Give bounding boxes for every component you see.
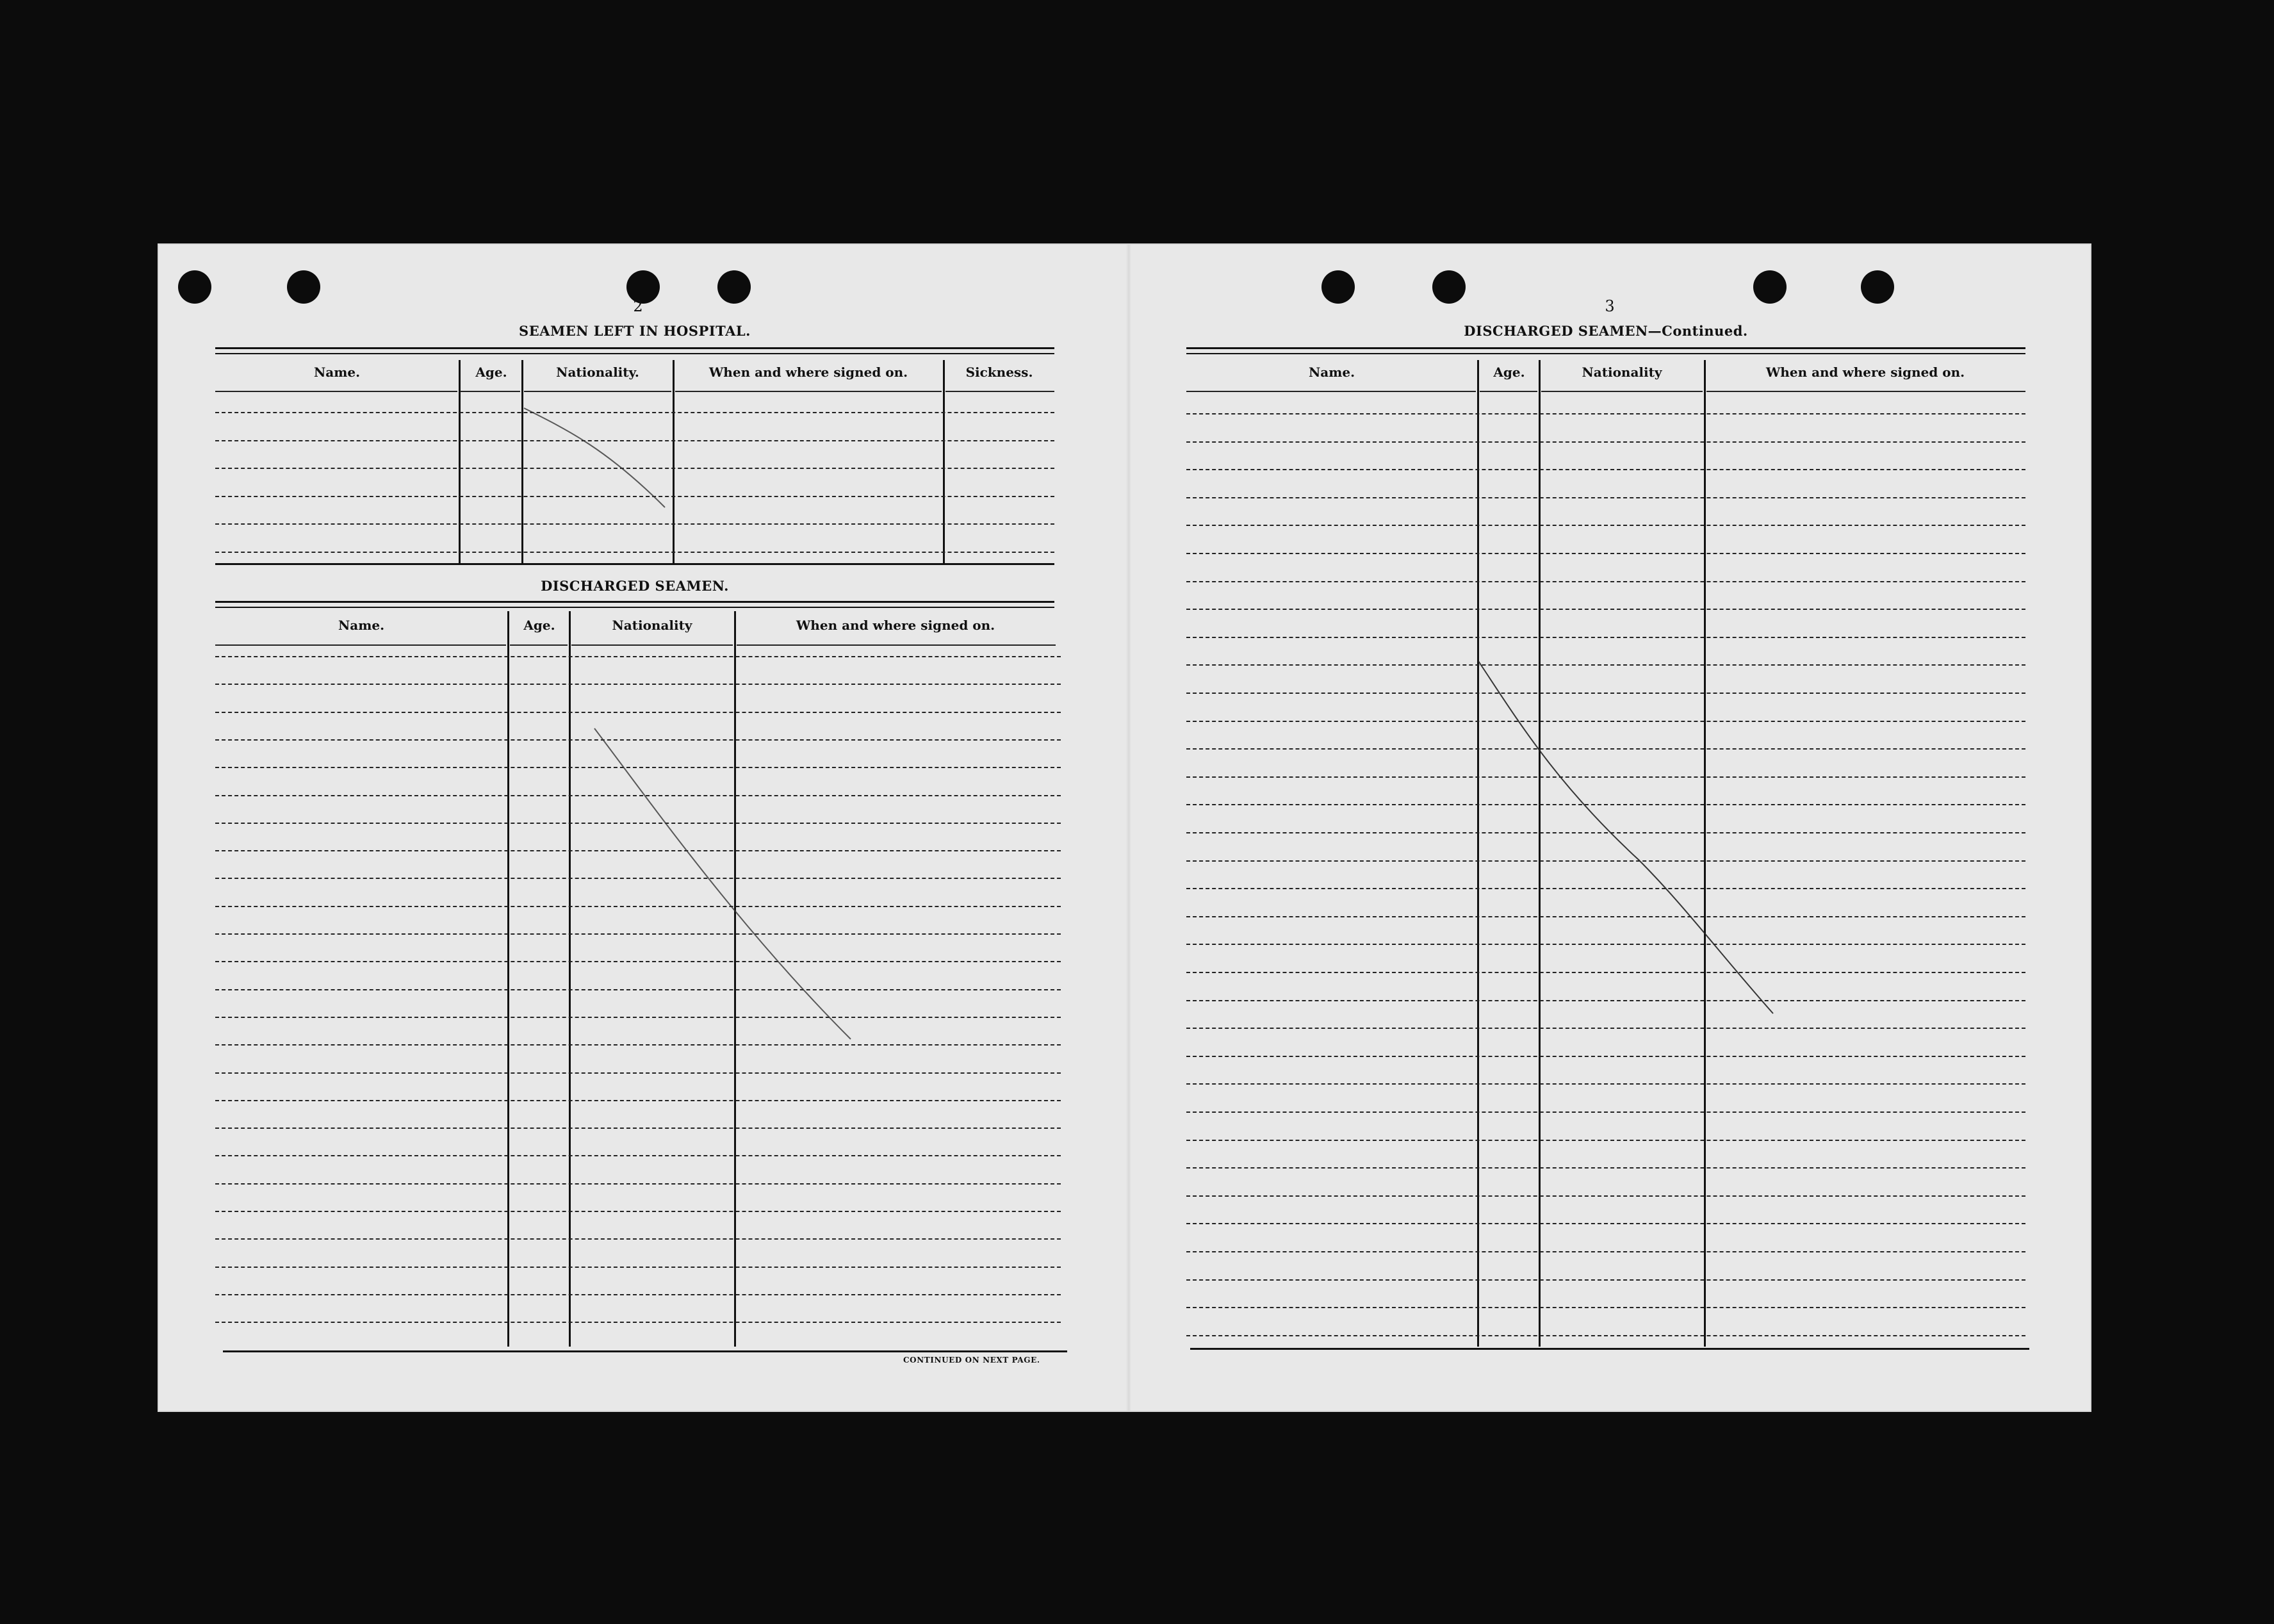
- header-rule: [215, 644, 506, 646]
- hospital-section-title: SEAMEN LEFT IN HOSPITAL.: [519, 323, 751, 339]
- table-row: [215, 1044, 1061, 1046]
- table-row: [215, 933, 1061, 935]
- page-number: 2: [633, 297, 643, 315]
- header-rule: [737, 644, 1056, 646]
- table-row: [1186, 748, 2025, 750]
- table-row: [215, 1267, 1061, 1268]
- table-row: [1186, 1307, 2025, 1308]
- column-divider: [507, 611, 509, 1347]
- title-rule: [215, 347, 1054, 354]
- table-row: [215, 1155, 1061, 1156]
- header-rule: [460, 391, 520, 392]
- table-row: [215, 552, 1054, 553]
- table-row: [1186, 860, 2025, 862]
- table-row: [1186, 469, 2025, 470]
- table-row: [215, 712, 1061, 713]
- continued-table: [1186, 363, 2032, 1343]
- title-rule: [1186, 347, 2025, 354]
- table-row: [1186, 972, 2025, 973]
- column-divider: [734, 611, 736, 1347]
- table-row: [215, 1322, 1061, 1323]
- title-rule: [215, 601, 1054, 608]
- column-divider: [943, 360, 945, 565]
- discharged-section-title: DISCHARGED SEAMEN.: [541, 578, 729, 594]
- column-divider: [673, 360, 675, 565]
- column-header-signed-on: When and where signed on.: [796, 618, 995, 633]
- table-row: [215, 906, 1061, 907]
- header-rule: [1541, 391, 1703, 392]
- column-header-nationality: Nationality: [612, 618, 692, 633]
- table-row: [1186, 1251, 2025, 1252]
- header-rule: [215, 391, 457, 392]
- column-divider: [569, 611, 571, 1347]
- left-page: [159, 245, 1126, 1411]
- table-row: [1186, 441, 2025, 443]
- header-rule: [510, 644, 568, 646]
- header-rule: [945, 391, 1054, 392]
- table-row: [215, 850, 1061, 851]
- table-row: [1186, 1279, 2025, 1281]
- table-row: [215, 878, 1061, 879]
- table-row: [1186, 553, 2025, 554]
- table-row: [215, 1128, 1061, 1129]
- header-rule: [1480, 391, 1537, 392]
- column-header-signed-on: When and where signed on.: [708, 365, 908, 380]
- table-row: [1186, 1167, 2025, 1169]
- table-row: [215, 1294, 1061, 1295]
- center-fold: [1126, 245, 1131, 1411]
- header-rule: [571, 644, 733, 646]
- table-row: [1186, 1195, 2025, 1197]
- table-row: [1186, 1028, 2025, 1029]
- table-row: [1186, 497, 2025, 498]
- table-row: [1186, 1000, 2025, 1001]
- table-row: [1186, 1083, 2025, 1085]
- table-row: [1186, 1140, 2025, 1141]
- table-row: [1186, 804, 2025, 805]
- header-rule: [675, 391, 942, 392]
- column-divider: [1704, 360, 1706, 1347]
- column-header-sickness: Sickness.: [965, 365, 1033, 380]
- continued-note: CONTINUED ON NEXT PAGE.: [903, 1356, 1040, 1365]
- table-row: [215, 823, 1061, 824]
- column-header-name: Name.: [338, 618, 385, 633]
- table-row: [1186, 413, 2025, 414]
- table-row: [1186, 776, 2025, 778]
- page-bottom-rule: [223, 1350, 1067, 1352]
- continued-section-title: DISCHARGED SEAMEN—Continued.: [1464, 323, 1748, 339]
- table-row: [215, 656, 1061, 657]
- table-row: [1186, 1335, 2025, 1336]
- table-row: [215, 440, 1054, 441]
- table-row: [215, 412, 1054, 413]
- discharged-table: [215, 616, 1061, 1347]
- table-row: [1186, 944, 2025, 945]
- column-header-signed-on: When and where signed on.: [1765, 365, 1965, 380]
- column-header-name: Name.: [1308, 365, 1355, 380]
- table-row: [215, 739, 1061, 741]
- right-page: [1131, 245, 2090, 1411]
- table-row: [215, 795, 1061, 796]
- table-row: [215, 684, 1061, 685]
- table-row: [215, 961, 1061, 962]
- header-rule: [1186, 391, 1476, 392]
- table-row: [1186, 664, 2025, 666]
- table-row: [1186, 637, 2025, 638]
- table-row: [215, 523, 1054, 525]
- table-row: [1186, 581, 2025, 582]
- table-row: [1186, 609, 2025, 610]
- column-divider: [1477, 360, 1479, 1347]
- table-row: [1186, 525, 2025, 526]
- table-row: [1186, 693, 2025, 694]
- column-header-age: Age.: [1493, 365, 1525, 380]
- table-row: [215, 1072, 1061, 1074]
- page-bottom-rule: [1190, 1348, 2029, 1350]
- table-row: [1186, 1223, 2025, 1224]
- table-row: [215, 1211, 1061, 1212]
- column-header-age: Age.: [475, 365, 507, 380]
- hospital-table: [215, 363, 1054, 562]
- table-row: [1186, 721, 2025, 722]
- header-rule: [1706, 391, 2025, 392]
- table-row: [1186, 916, 2025, 917]
- table-row: [215, 1183, 1061, 1185]
- column-divider: [521, 360, 523, 565]
- table-row: [1186, 888, 2025, 889]
- table-row: [215, 1017, 1061, 1018]
- column-header-name: Name.: [313, 365, 361, 380]
- table-row: [215, 1100, 1061, 1101]
- header-rule: [524, 391, 671, 392]
- document-sheet: [159, 245, 2090, 1411]
- page-number: 3: [1605, 297, 1615, 315]
- column-header-age: Age.: [523, 618, 555, 633]
- table-row: [215, 468, 1054, 469]
- table-row: [1186, 1056, 2025, 1057]
- table-bottom-rule: [215, 563, 1054, 565]
- table-row: [1186, 1111, 2025, 1113]
- column-header-nationality: Nationality.: [556, 365, 639, 380]
- column-divider: [1539, 360, 1541, 1347]
- table-row: [215, 989, 1061, 990]
- table-row: [1186, 832, 2025, 833]
- column-header-nationality: Nationality: [1582, 365, 1662, 380]
- table-row: [215, 767, 1061, 768]
- table-row: [215, 1238, 1061, 1240]
- table-row: [215, 496, 1054, 497]
